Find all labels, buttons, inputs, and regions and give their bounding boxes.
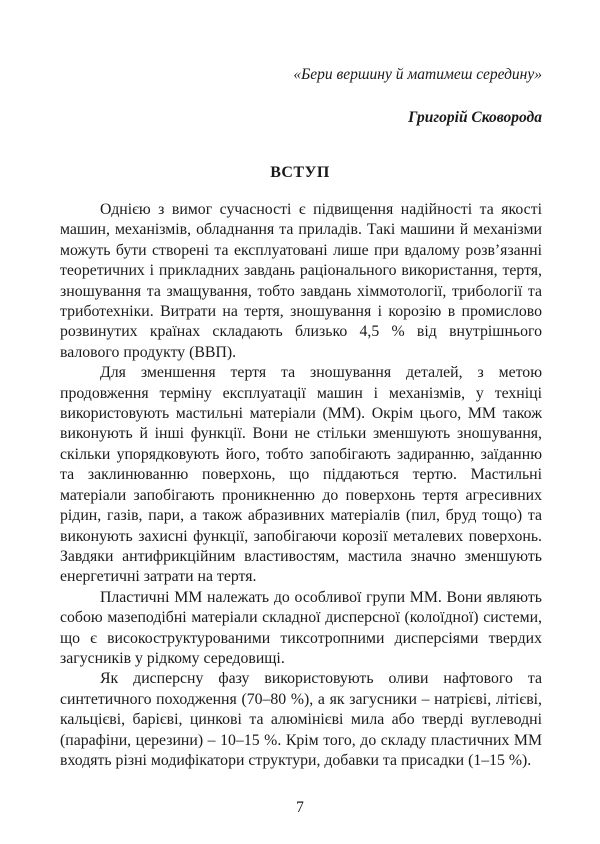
epigraph-quote: «Бери вершину й матимеш середину»	[293, 66, 542, 83]
paragraph: Для зменшення тертя та зношування деталей, з метою продовження терміну експлуатації машин і механізмів, у техніці використовують мастильні матеріали (ММ). Окрім цього, ММ також виконують й інші функції. Вони не стільки зменшують зношування, скільки упорядковують його, тобто запобігають задиранню, заїданню та заклинюванню поверхонь, що піддаються тертю. Мастильні матеріали запобігають проникненню до поверхонь тертя агресивних рідин, газів, пари, а також абразивних матеріалів (пил, бруд тощо) та виконують захисні функції, запобігаючи корозії металевих поверхонь. Завдяки антифрикційним властивостям, мастила значно зменшують енергетичні затрати на тертя.	[60, 364, 542, 586]
body-text	[60, 200, 542, 771]
epigraph-author: Григорій Сковорода	[408, 109, 542, 126]
paragraph: Пластичні ММ належать до особливої групи ММ. Вони являють собою мазеподібні матеріали складної дисперсної (колоїдної) системи, що є високоструктурованими тиксотропними дисперсіями твердих загусників у рідкому середовищі.	[60, 588, 542, 667]
page-number: 7	[296, 799, 304, 816]
paragraph: Як дисперсну фазу використовують оливи нафтового та синтетичного походження (70–80 %), а як загусники – натрієві, літієві, кальцієві, барієві, цинкові та алюмінієві мила або тверді вуглеводні (парафіни, церезини) – 10–15 %. Крім того, до складу пластичних ММ входять різні модифікатори структури, добавки та присадки (1–15 %).	[60, 670, 542, 769]
section-title: ВСТУП	[270, 164, 330, 181]
paragraph: Однією з вимог сучасності є підвищення надійності та якості машин, механізмів, обладнання та приладів. Такі машини й механізми можуть бути створені та експлуатовані лише при вдалому розв’язанні теоретичних і прикладних завдань раціонального використання, тертя, зношування та змащування, тобто завдань хіммотології, трибології та триботехніки. Витрати на тертя, зношування і корозію в промислово розвинутих країнах складають близько 4,5 % від внутрішнього валового продукту (ВВП).	[60, 201, 542, 361]
